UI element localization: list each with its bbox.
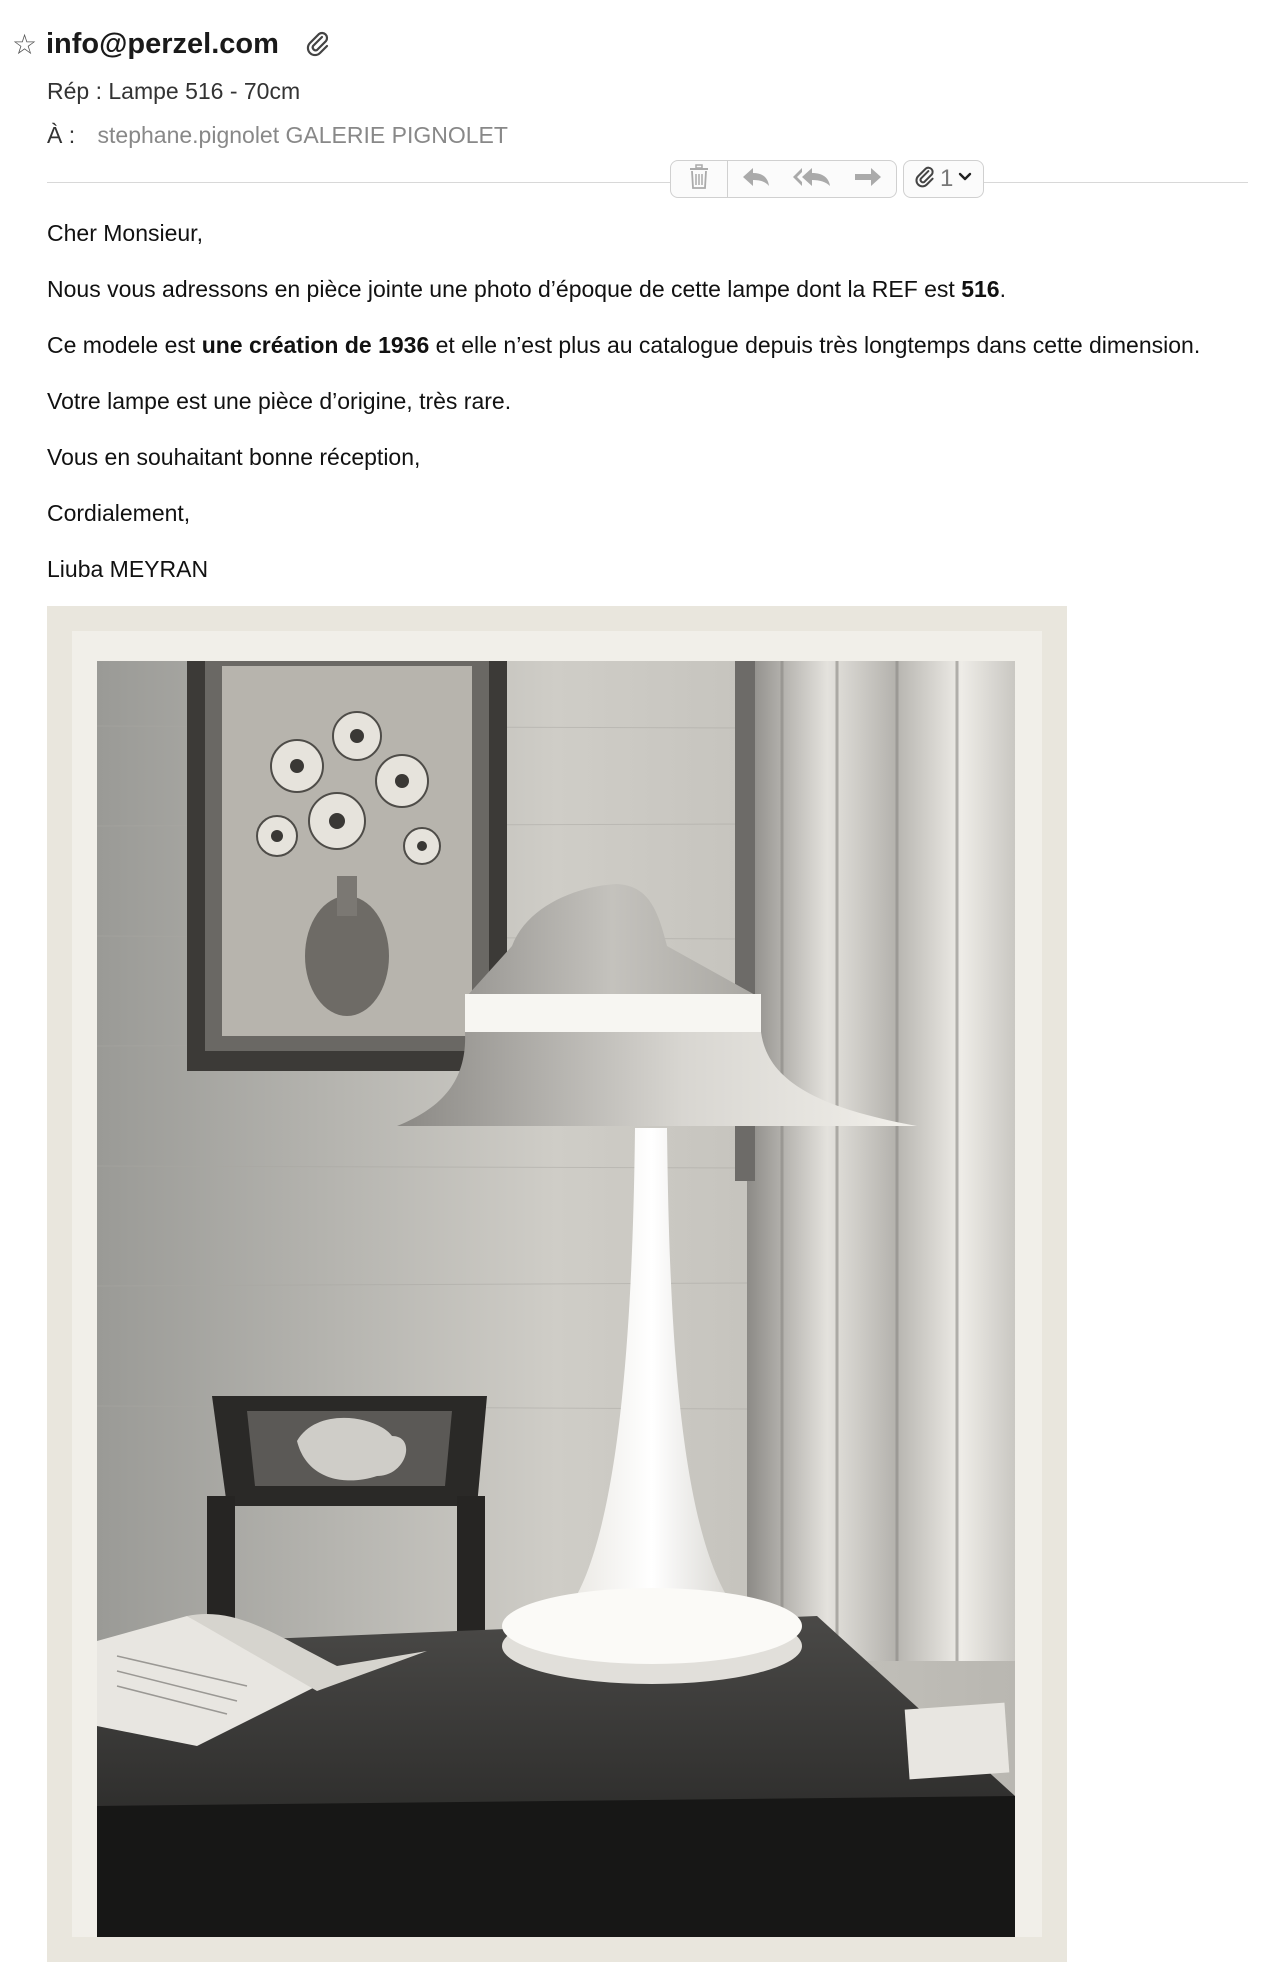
forward-button[interactable] (840, 161, 896, 197)
subject-line: Rép : Lampe 516 - 70cm (47, 78, 301, 104)
ref-number: 516 (961, 276, 1000, 302)
paperclip-icon (914, 164, 936, 195)
header-divider (47, 182, 1248, 183)
paragraph-ref: Nous vous adressons en pièce jointe une photo d’époque de cette lampe dont la REF est 516. (47, 276, 1006, 302)
trash-icon (688, 164, 710, 195)
action-group (670, 160, 897, 198)
greeting: Cher Monsieur, (47, 220, 203, 246)
chevron-down-icon (957, 170, 973, 188)
creation-year: une création de 1936 (201, 332, 430, 358)
reply-all-button[interactable] (784, 161, 840, 197)
attachments-menu[interactable] (903, 160, 984, 198)
attachment-count: 1 (940, 165, 954, 192)
delete-button[interactable] (671, 161, 727, 197)
signature: Liuba MEYRAN (47, 556, 209, 582)
paragraph-origin: Votre lampe est une pièce d’origine, très rare. (47, 388, 512, 414)
forward-icon (853, 166, 883, 193)
reply-icon (741, 166, 771, 193)
star-icon[interactable]: ☆ (12, 28, 38, 60)
reply-button[interactable] (728, 161, 784, 197)
recipient-name[interactable]: stephane.pignolet GALERIE PIGNOLET (97, 122, 508, 148)
sender-row (12, 28, 279, 61)
closing: Cordialement, (47, 500, 191, 526)
paperclip-icon (305, 30, 333, 60)
to-label: À : (47, 122, 76, 148)
paragraph-creation: Ce modele est une création de 1936 et elle n’est plus au catalogue depuis très longtemps dans cette dimension. (47, 332, 1201, 358)
sender-address[interactable]: info@perzel.com (46, 28, 279, 60)
reply-all-icon (792, 166, 832, 193)
paragraph-wishes: Vous en souhaitant bonne réception, (47, 444, 421, 470)
attached-photo[interactable] (47, 606, 1067, 1962)
recipient-row (47, 122, 508, 149)
message-toolbar (670, 160, 984, 198)
